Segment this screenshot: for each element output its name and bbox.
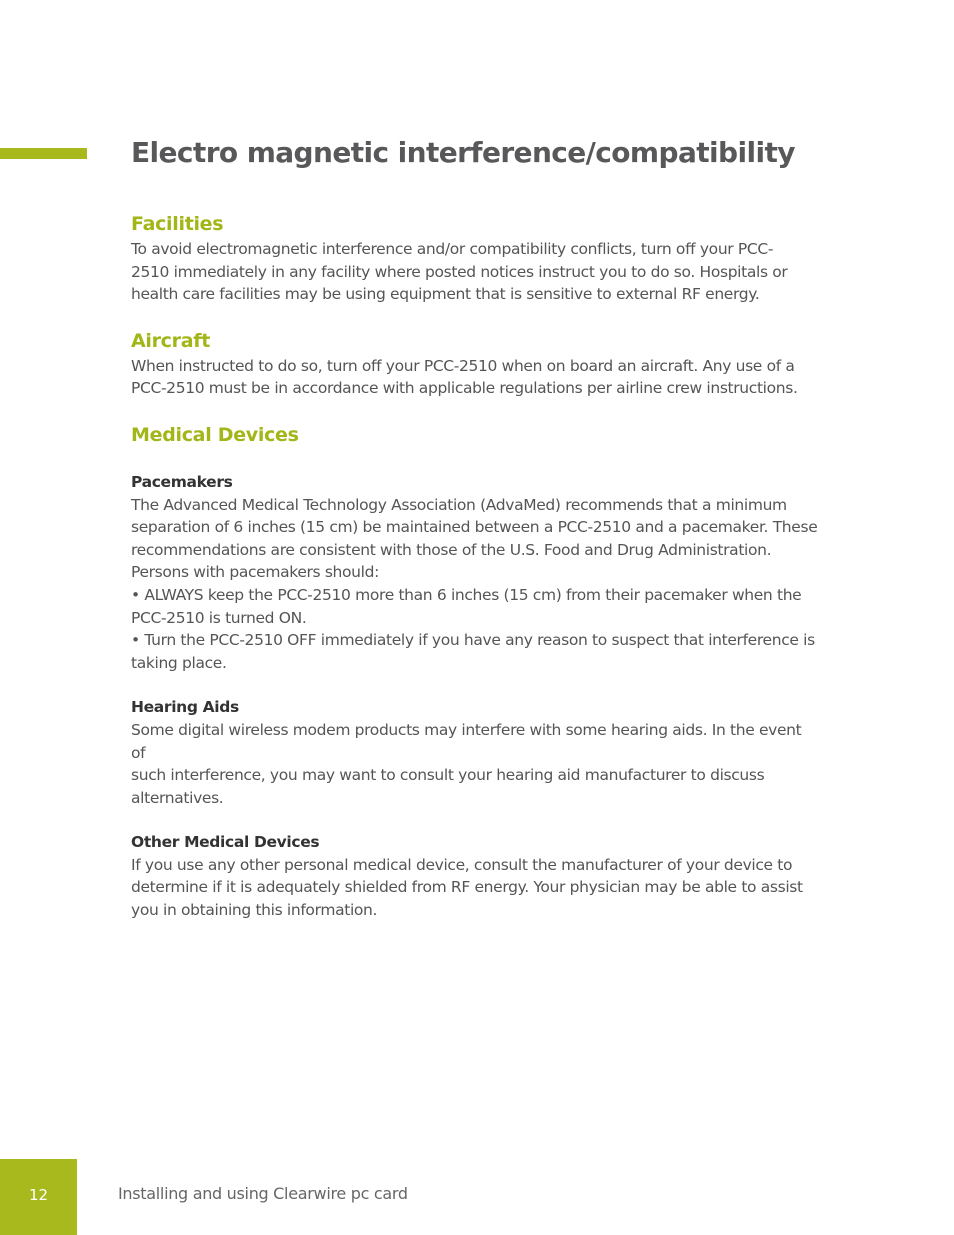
- spacer: [131, 674, 843, 696]
- text-line: recommendations are consistent with those of the U.S. Food and Drug Administration.: [131, 540, 772, 559]
- spacer: [131, 809, 843, 831]
- text-line: PCC-2510 is turned ON.: [131, 608, 307, 627]
- text-line: separation of 6 inches (15 cm) be maintained between a PCC-2510 and a pacemaker. These: [131, 518, 818, 537]
- document-body: [131, 210, 843, 922]
- bullet-line: • Turn the PCC-2510 OFF immediately if you have any reason to suspect that interference is: [131, 631, 815, 650]
- text-line: To avoid electromagnetic interference and/or compatibility conflicts, turn off your PCC-: [131, 240, 774, 258]
- text-line: alternatives.: [131, 788, 224, 807]
- text-line: PCC-2510 must be in accordance with applicable regulations per airline crew instructions.: [131, 379, 798, 398]
- footer-text: Installing and using Clearwire pc card: [118, 1184, 408, 1203]
- spacer: [131, 449, 843, 471]
- subheading-pacemakers: Pacemakers: [131, 472, 233, 491]
- bullet-line: • ALWAYS keep the PCC-2510 more than 6 inches (15 cm) from their pacemaker when the: [131, 585, 802, 604]
- text-line: you in obtaining this information.: [131, 901, 378, 920]
- section-heading-facilities: Facilities: [131, 213, 224, 235]
- spacer: [131, 400, 843, 421]
- aircraft-paragraph: [131, 355, 843, 400]
- text-line: taking place.: [131, 653, 227, 672]
- text-line: When instructed to do so, turn off your PCC-2510 when on board an aircraft. Any use of a: [131, 356, 795, 375]
- spacer: [131, 306, 843, 327]
- text-line: health care facilities may be using equipment that is sensitive to external RF energy.: [131, 285, 760, 304]
- text-line: such interference, you may want to consult your hearing aid manufacturer to discuss: [131, 766, 765, 785]
- page-title: Electro magnetic interference/compatibility: [131, 136, 795, 169]
- page-number: 12: [29, 1186, 49, 1204]
- subheading-other-medical-devices: Other Medical Devices: [131, 833, 320, 852]
- hearing-aids-paragraph: [131, 719, 843, 809]
- section-heading-medical-devices: Medical Devices: [131, 423, 299, 446]
- text-line: Persons with pacemakers should:: [131, 563, 379, 582]
- section-heading-aircraft: Aircraft: [131, 329, 210, 352]
- facilities-paragraph: [131, 238, 843, 306]
- text-line: Some digital wireless modem products may interfere with some hearing aids. In the event: [131, 720, 802, 739]
- text-line: The Advanced Medical Technology Association (AdvaMed) recommends that a minimum: [131, 495, 787, 514]
- accent-bar: [0, 148, 87, 159]
- subheading-hearing-aids: Hearing Aids: [131, 698, 239, 717]
- text-line: If you use any other personal medical device, consult the manufacturer of your device to: [131, 855, 793, 874]
- text-line: 2510 immediately in any facility where posted notices instruct you to do so. Hospitals or: [131, 262, 788, 281]
- text-line: of: [131, 743, 146, 762]
- pacemakers-paragraph: [131, 494, 843, 675]
- other-medical-devices-paragraph: [131, 854, 843, 922]
- text-line: determine if it is adequately shielded from RF energy. Your physician may be able to assist: [131, 878, 803, 897]
